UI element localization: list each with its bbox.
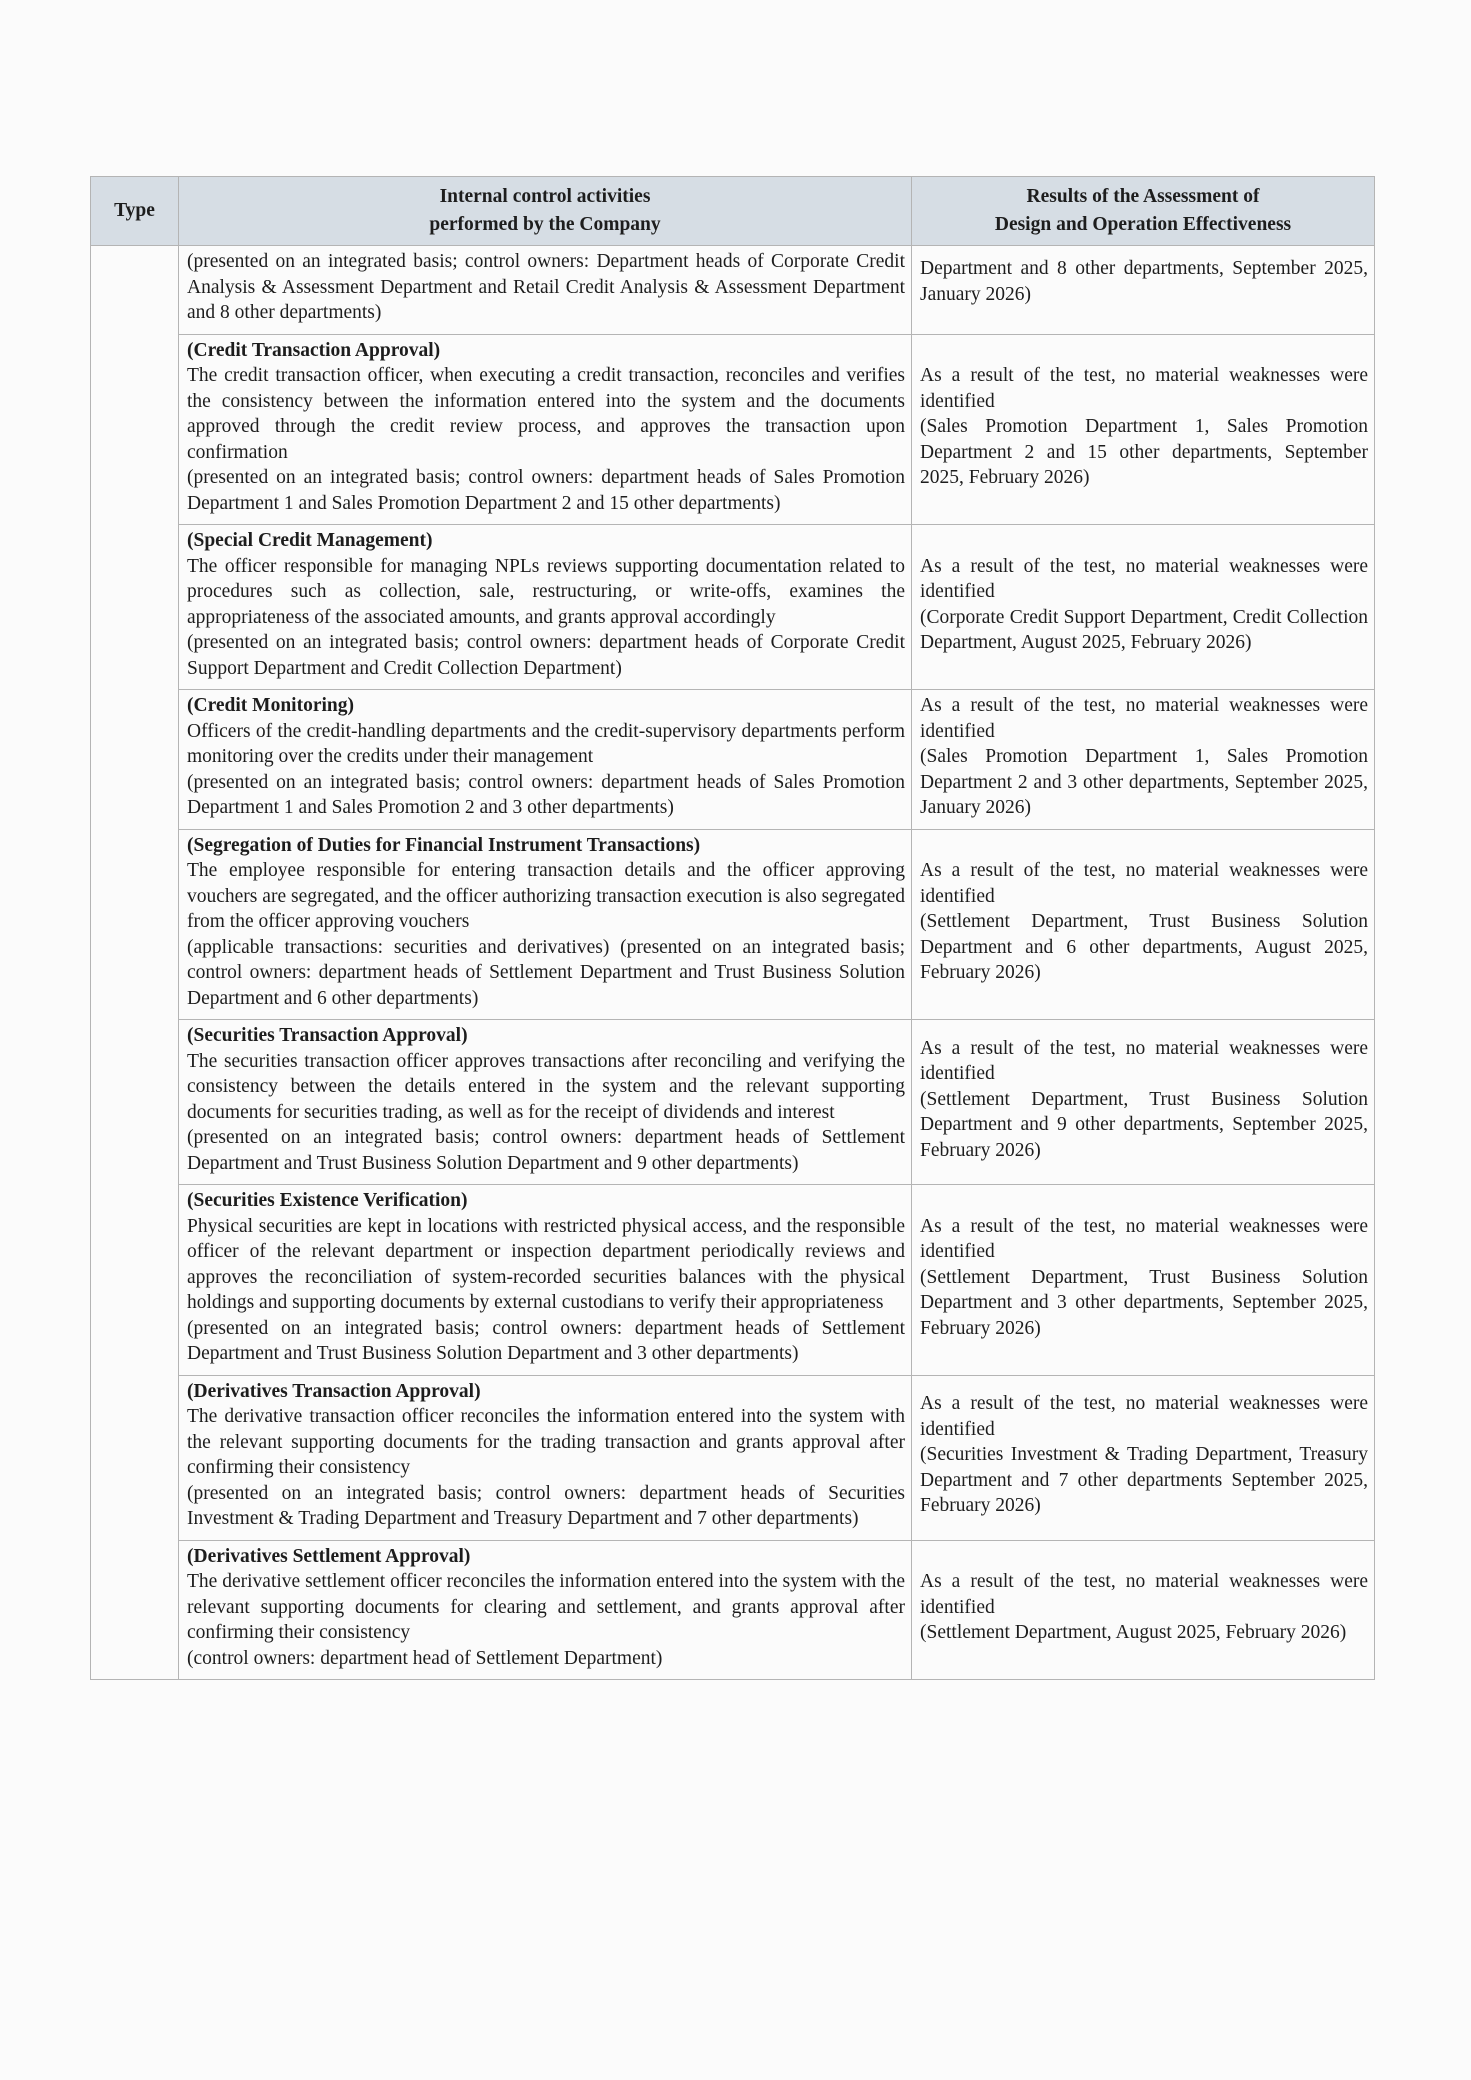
result-text: As a result of the test, no material weaknesses were identified: [920, 555, 1368, 602]
type-cell: [91, 246, 179, 1680]
activity-text: The officer responsible for managing NPLs reviews supporting documentation related to procedures such as collection, sale, restructuring, or write-offs, examines the appropriateness of the associated amounts, and grants approval accordingly: [187, 555, 905, 628]
header-activities-line: Internal control activities: [439, 186, 651, 207]
activity-text: The credit transaction officer, when executing a credit transaction, reconciles and verifies the consistency between the information entered into the system and the documents approved through the credit review process, and approves the transaction upon confirmation: [187, 365, 905, 463]
activity-text: (presented on an integrated basis; control owners: department heads of Corporate Credit Support Department and Credit Collection Department): [187, 632, 905, 679]
activity-text: Officers of the credit-handling departments and the credit-supervisory departments perform monitoring over the credits under their management: [187, 720, 905, 767]
table-row: [91, 690, 1375, 830]
activity-cell: [179, 1020, 912, 1185]
table-header-row: [91, 177, 1375, 246]
activity-cell: [179, 829, 912, 1020]
result-text: (Sales Promotion Department 1, Sales Promotion Department 2 and 15 other departments, September 2025, February 2026): [920, 416, 1368, 488]
table-row: [91, 1375, 1375, 1540]
activity-text: Physical securities are kept in locations with restricted physical access, and the responsible officer of the relevant department or inspection department periodically reviews and approves the reconciliation of system-recorded securities balances with the physical holdings and supporting documents by external custodians to verify their appropriateness: [187, 1215, 905, 1313]
result-text: (Securities Investment & Trading Department, Treasury Department and 7 other departments September 2025, February 2026): [920, 1444, 1368, 1517]
activity-text: (control owners: department head of Settlement Department): [187, 1647, 663, 1669]
activity-title: (Derivatives Transaction Approval): [187, 1380, 481, 1402]
result-text: (Sales Promotion Department 1, Sales Promotion Department 2 and 3 other departments, September 2025, January 2026): [920, 746, 1368, 818]
activity-cell: [179, 334, 912, 525]
result-cell: [912, 334, 1375, 525]
activity-text: (presented on an integrated basis; control owners: department heads of Securities Investment & Trading Department and Treasury Department and 7 other departments): [187, 1482, 905, 1529]
result-text: (Settlement Department, Trust Business Solution Department and 6 other departments, August 2025, February 2026): [920, 911, 1368, 983]
activity-text: The securities transaction officer approves transactions after reconciling and verifying the consistency between the details entered in the system and the relevant supporting documents for securities trading, as well as for the receipt of dividends and interest: [187, 1050, 905, 1123]
result-cell: [912, 829, 1375, 1020]
activity-cell: [179, 1185, 912, 1376]
header-results-line: Design and Operation Effectiveness: [994, 214, 1292, 235]
result-text: (Settlement Department, Trust Business Solution Department and 9 other departments, September 2025, February 2026): [920, 1088, 1368, 1161]
header-activities: [179, 177, 912, 246]
result-text: As a result of the test, no material weaknesses were identified: [920, 860, 1368, 907]
result-cell: [912, 525, 1375, 690]
header-activities-line: performed by the Company: [429, 214, 661, 235]
result-text: (Settlement Department, August 2025, February 2026): [920, 1622, 1347, 1643]
activity-cell: [179, 246, 912, 335]
table-row: [91, 1020, 1375, 1185]
result-cell: [912, 690, 1375, 830]
activity-text: (presented on an integrated basis; control owners: department heads of Sales Promotion Department 1 and Sales Promotion Department 2 and 15 other departments): [187, 467, 905, 514]
table-row: [91, 246, 1375, 335]
activity-cell: [179, 1540, 912, 1680]
activity-text: (applicable transactions: securities and derivatives) (presented on an integrated basis; control owners: department heads of Settlement Department and Trust Business Solution Department and 6 other departments): [187, 936, 905, 1009]
result-text: Department and 8 other departments, September 2025, January 2026): [920, 258, 1368, 305]
header-type: Type: [91, 177, 179, 246]
result-cell: [912, 1185, 1375, 1376]
header-results: [912, 177, 1375, 246]
activity-title: (Credit Monitoring): [187, 695, 354, 716]
result-cell: [912, 246, 1375, 335]
activity-text: The derivative settlement officer reconciles the information entered into the system with the relevant supporting documents for clearing and settlement, and grants approval after confirming their consistency: [187, 1571, 905, 1643]
table-row: [91, 829, 1375, 1020]
activity-cell: [179, 1375, 912, 1540]
activity-title: (Derivatives Settlement Approval): [187, 1545, 471, 1567]
activity-text: The derivative transaction officer reconciles the information entered into the system with the relevant supporting documents for the trading transaction and grants approval after confirming their consistency: [187, 1406, 905, 1478]
activity-cell: [179, 525, 912, 690]
result-text: As a result of the test, no material weaknesses were identified: [920, 1393, 1368, 1440]
activity-title: (Securities Existence Verification): [187, 1190, 468, 1211]
result-text: (Corporate Credit Support Department, Credit Collection Department, August 2025, February 2026): [920, 606, 1368, 653]
result-text: (Settlement Department, Trust Business Solution Department and 3 other departments, September 2025, February 2026): [920, 1266, 1368, 1339]
activity-text: (presented on an integrated basis; control owners: department heads of Sales Promotion Department 1 and Sales Promotion 2 and 3 other departments): [187, 771, 905, 818]
result-text: As a result of the test, no material weaknesses were identified: [920, 695, 1368, 742]
table-row: [91, 525, 1375, 690]
header-results-line: Results of the Assessment of: [1026, 186, 1260, 207]
result-cell: [912, 1540, 1375, 1680]
table-row: [91, 1185, 1375, 1376]
result-cell: [912, 1020, 1375, 1185]
activity-text: The employee responsible for entering transaction details and the officer approving vouchers are segregated, and the officer authorizing transaction execution is also segregated from the officer approving vouchers: [187, 860, 905, 932]
result-cell: [912, 1375, 1375, 1540]
result-text: As a result of the test, no material weaknesses were identified: [920, 1215, 1368, 1262]
result-text: As a result of the test, no material weaknesses were identified: [920, 365, 1368, 412]
activity-text: (presented on an integrated basis; control owners: Department heads of Corporate Credit Analysis & Assessment Department and Retail Credit Analysis & Assessment Department and 8 other departments): [187, 251, 905, 323]
table-row: [91, 334, 1375, 525]
activity-title: (Credit Transaction Approval): [187, 339, 441, 361]
activity-cell: [179, 690, 912, 830]
internal-control-table: [90, 176, 1375, 1680]
activity-title: (Securities Transaction Approval): [187, 1025, 468, 1046]
activity-title: (Segregation of Duties for Financial Instrument Transactions): [187, 834, 701, 856]
activity-title: (Special Credit Management): [187, 530, 433, 551]
activity-text: (presented on an integrated basis; control owners: department heads of Settlement Department and Trust Business Solution Department and 3 other departments): [187, 1317, 905, 1364]
result-text: As a result of the test, no material weaknesses were identified: [920, 1571, 1368, 1618]
result-text: As a result of the test, no material weaknesses were identified: [920, 1037, 1368, 1085]
table-row: [91, 1540, 1375, 1680]
activity-text: (presented on an integrated basis; control owners: department heads of Settlement Department and Trust Business Solution Department and 9 other departments): [187, 1127, 905, 1174]
